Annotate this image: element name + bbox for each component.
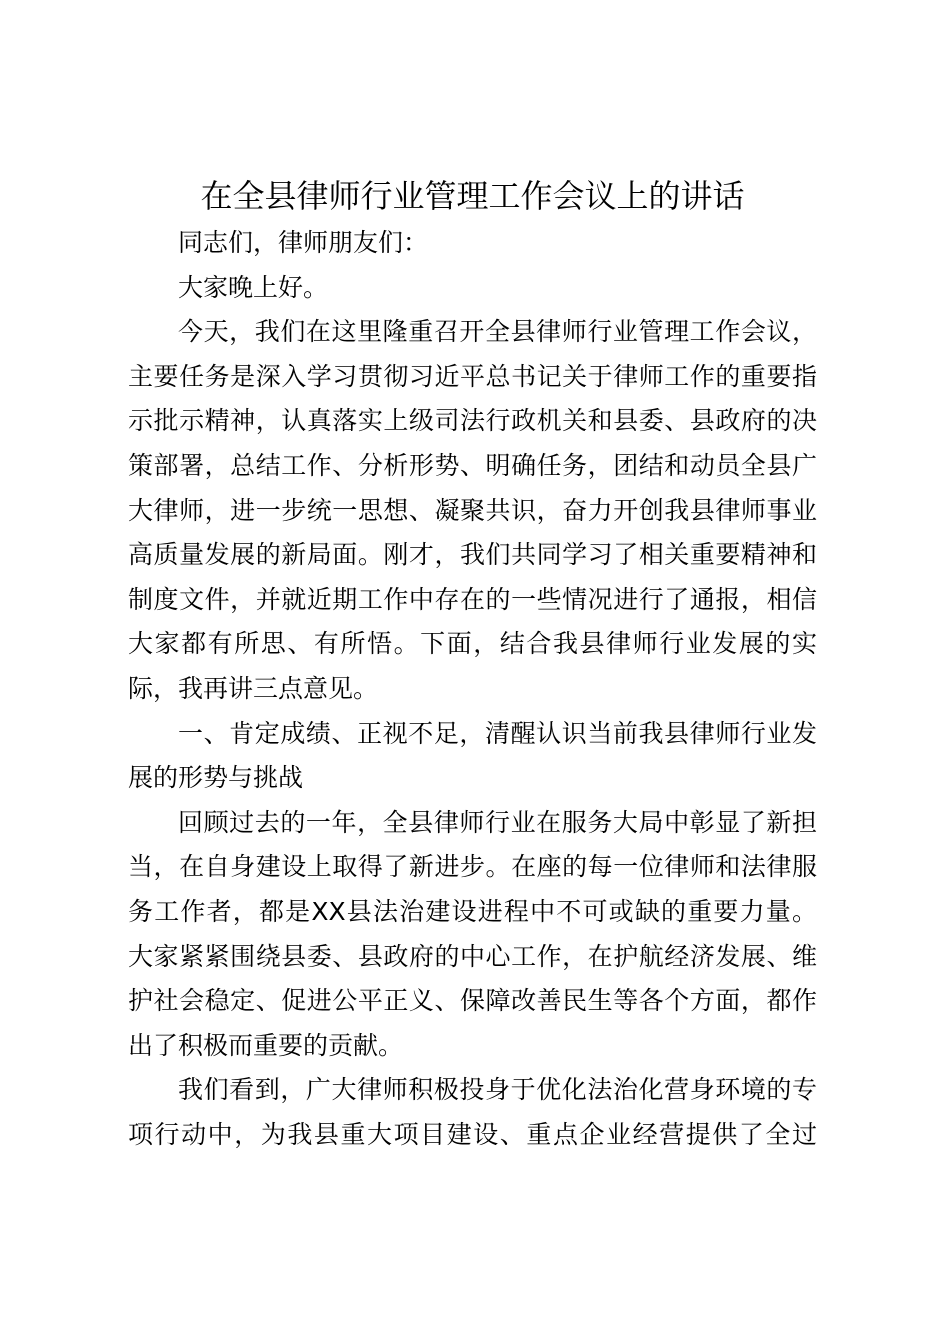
paragraph-line: 示批示精神，认真落实上级司法行政机关和县委、县政府的决 bbox=[128, 406, 817, 436]
paragraph-line: 当，在自身建设上取得了新进步。在座的每一位律师和法律服 bbox=[128, 852, 817, 882]
paragraph-line: 大家紧紧围绕县委、县政府的中心工作，在护航经济发展、维 bbox=[128, 941, 817, 971]
paragraph-line: 我们看到，广大律师积极投身于优化法治化营身环境的专 bbox=[178, 1075, 817, 1105]
paragraph-line: 制度文件，并就近期工作中存在的一些情况进行了通报，相信 bbox=[128, 584, 817, 614]
document-title: 在全县律师行业管理工作会议上的讲话 bbox=[200, 177, 745, 215]
paragraph-line: 主要任务是深入学习贯彻习近平总书记关于律师工作的重要指 bbox=[128, 361, 817, 391]
paragraph-line: 出了积极而重要的贡献。 bbox=[128, 1030, 404, 1060]
paragraph-line: 护社会稳定、促进公平正义、保障改善民生等各个方面，都作 bbox=[128, 986, 817, 1016]
paragraph-line: 回顾过去的一年，全县律师行业在服务大局中彰显了新担 bbox=[178, 807, 817, 837]
paragraph-line: 大家都有所思、有所悟。下面，结合我县律师行业发展的实 bbox=[128, 629, 817, 659]
paragraph-line: 大家晚上好。 bbox=[178, 272, 329, 302]
paragraph-line: 高质量发展的新局面。刚才，我们共同学习了相关重要精神和 bbox=[128, 540, 817, 570]
paragraph-line: 务工作者，都是XX县法治建设进程中不可或缺的重要力量。 bbox=[128, 896, 817, 926]
paragraph-line: 项行动中，为我县重大项目建设、重点企业经营提供了全过 bbox=[128, 1119, 817, 1149]
paragraph-line: 大律师，进一步统一思想、凝聚共识，奋力开创我县律师事业 bbox=[128, 495, 817, 525]
paragraph-line: 策部署，总结工作、分析形势、明确任务，团结和动员全县广 bbox=[128, 450, 817, 480]
paragraph-line: 一、肯定成绩、正视不足，清醒认识当前我县律师行业发 bbox=[178, 718, 817, 748]
paragraph-line: 今天，我们在这里隆重召开全县律师行业管理工作会议， bbox=[178, 317, 817, 347]
paragraph-line: 际，我再讲三点意见。 bbox=[128, 673, 379, 703]
document-body bbox=[128, 221, 817, 1157]
paragraph-line: 同志们，律师朋友们： bbox=[178, 228, 429, 257]
paragraph-line: 展的形势与挑战 bbox=[128, 763, 304, 793]
